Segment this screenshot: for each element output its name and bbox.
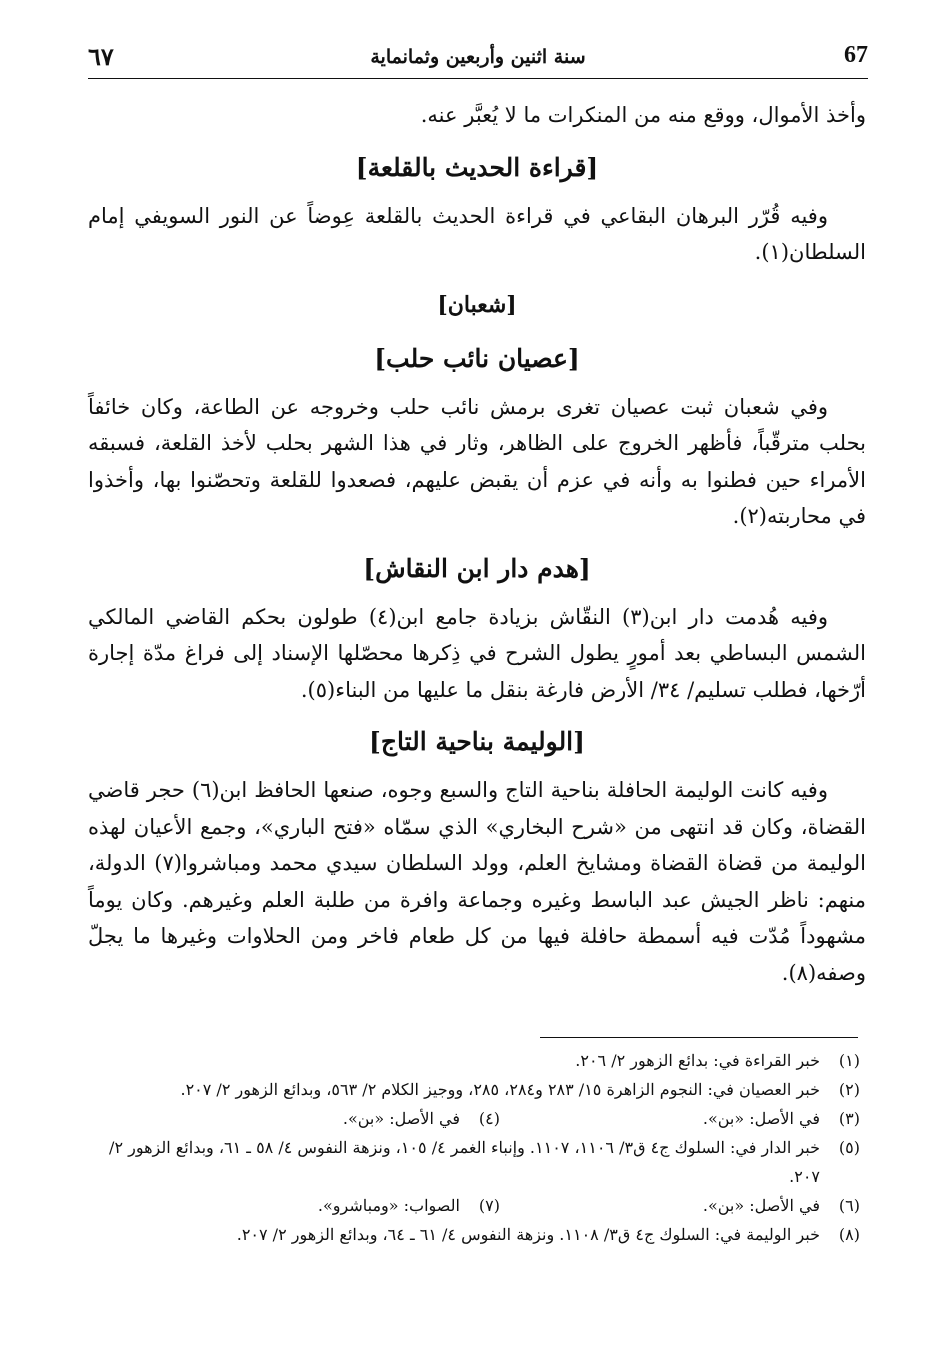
footnote-3	[500, 1104, 860, 1133]
footnote-8	[88, 1220, 860, 1249]
section-heading-banquet: [الوليمة بناحية التاج]	[369, 727, 585, 756]
footnote-4	[140, 1104, 500, 1133]
footnote-text: في الأصل: «بن».	[342, 1109, 460, 1128]
section-heading-house-demolition: [هدم دار ابن النقاش]	[363, 553, 591, 583]
footnote-number: (٧)	[478, 1196, 500, 1215]
footnote-6	[500, 1191, 860, 1220]
footnote-2	[88, 1075, 860, 1104]
footnote-number: (٨)	[838, 1225, 860, 1244]
footnote-text: في الأصل: «بن».	[702, 1196, 820, 1215]
running-title: سنة اثنين وأربعين وثمانماية	[370, 46, 586, 68]
paragraph-hadith-reading: وفيه قُرّر البرهان البقاعي في قراءة الحديث بالقلعة عِوضاً عن النور السويفي إمام السلطان(١).	[88, 203, 866, 264]
section-heading-aleppo-revolt: [عصيان نائب حلب]	[374, 343, 580, 373]
footnote-number: (٥)	[838, 1138, 860, 1157]
section-heading-hadith-reading: [قراءة الحديث بالقلعة]	[355, 152, 599, 182]
footnote-7	[140, 1191, 500, 1220]
month-heading: [شعبان]	[437, 291, 517, 318]
paragraph-continuation: وأخذ الأموال، ووقع منه من المنكرات ما لا يُعبَّر عنه.	[420, 103, 866, 127]
paragraph-aleppo-revolt: وفي شعبان ثبت عصيان تغرى برمش نائب حلب وخروجه عن الطاعة، وكان خائفاً بحلب مترقّباً، فأظهر الخروج على الظاهر، وثار في هذا الشهر بحلب لأخذ القلعة، فسبقه الأمراء حين فطنوا به وأنه في عزم أن يقبض عليهم، فصعدوا للقلعة وتحصّنوا بها، وأخذوا في محاربته(٢).	[88, 394, 866, 528]
paragraph-banquet: وفيه كانت الوليمة الحافلة بناحية التاج والسبع وجوه، صنعها الحافظ ابن(٦) حجر قاضي القضاة، وكان قد انتهى من «شرح البخاري» الذي سمّاه «فتح الباري»، وجمع الأعيان لهذه الوليمة من قضاة القضاة ومشايخ العلم، وولد السلطان سيدي محمد ومباشروا(٧) الدولة، منهم: ناظر الجيش عبد الباسط وغيره وجماعة وافرة من طلبة العلم وغيرهم. وكان يوماً مشهوداً مُدّت فيه أسمطة حافلة فيها من كل طعام فاخر ومن الحلاوات وغيرها ما يجلّ وصفه(٨).	[88, 778, 866, 985]
page-number-arabic: ٦٧	[88, 42, 114, 71]
footnote-number: (٤)	[478, 1109, 500, 1128]
page-number-latin: 67	[844, 42, 868, 68]
footnote-1	[88, 1046, 860, 1075]
footnote-row-6-7	[88, 1191, 860, 1220]
main-text	[88, 97, 866, 991]
footnote-text: خبر القراءة في: بدائع الزهور ٢/ ٢٠٦.	[575, 1051, 820, 1070]
footnote-text: الصواب: «ومباشرو».	[317, 1196, 460, 1215]
footnote-number: (٣)	[838, 1109, 860, 1128]
footnote-number: (١)	[838, 1051, 860, 1070]
footnotes	[88, 1046, 860, 1249]
page-header	[88, 38, 868, 79]
footnote-text: في الأصل: «بن».	[702, 1109, 820, 1128]
footnote-text: خبر العصيان في: النجوم الزاهرة ١٥/ ٢٨٣ و٢٨٤، ٢٨٥، ووجيز الكلام ٢/ ٥٦٣، وبدائع الزهور ٢/ ٢٠٧.	[180, 1080, 820, 1099]
footnote-5	[88, 1133, 860, 1191]
footnote-text: خبر الوليمة في: السلوك ج٤ ق٣/ ١١٠٨. ونزهة النفوس ٤/ ٦١ ـ ٦٤، وبدائع الزهور ٢/ ٢٠٧.	[236, 1225, 820, 1244]
footnote-separator	[540, 1037, 858, 1038]
footnote-row-3-4	[88, 1104, 860, 1133]
footnote-text: خبر الدار في: السلوك ج٤ ق٣/ ١١٠٦، ١١٠٧. وإنباء الغمر ٤/ ١٠٥، ونزهة النفوس ٤/ ٥٨ ـ ٦١، وبدائع الزهور ٢/ ٢٠٧.	[109, 1138, 820, 1186]
footnote-number: (٦)	[838, 1196, 860, 1215]
paragraph-house-demolition: وفيه هُدمت دار ابن(٣) النقّاش بزيادة جامع ابن(٤) طولون بحكم القاضي المالكي الشمس البساطي بعد أمورٍ يطول الشرح في ذِكرها محصّلها الإسناد إلى فراغ مدّة إجارة أرّخها، فطلب تسليم/ ٣٤/ الأرض فارغة بنقل ما عليها من البناء(٥).	[88, 604, 866, 702]
footnote-number: (٢)	[838, 1080, 860, 1099]
